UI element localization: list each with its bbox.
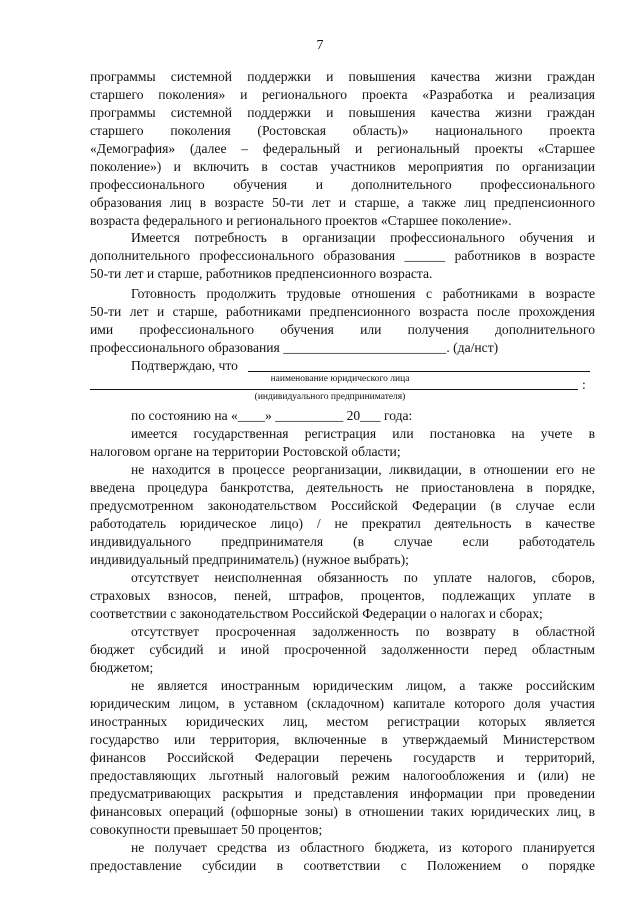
entity-type-line[interactable] xyxy=(90,389,578,390)
text-line: индивидуальный предприниматель) (нужное выбрать); xyxy=(90,552,409,567)
text-line: предоставляющих льготный налоговый режим налогообложения и (или) не xyxy=(90,768,595,783)
text-line: 50-ти лет и старше, работниками предпенсионного возраста после прохождения xyxy=(90,304,595,319)
colon: : xyxy=(582,377,586,392)
text-line: совокупности превышает 50 процентов; xyxy=(90,822,323,837)
text-line: предусмотренном законодательством Российской Федерации (в случае если xyxy=(90,498,595,513)
date-line: по состоянию на «____» __________ 20___ года: xyxy=(131,408,413,423)
text-line: образования лиц в возрасте 50-ти лет и старше, а также лиц предпенсионного xyxy=(90,195,595,210)
text-line: бюджетом; xyxy=(90,660,154,675)
text-line: страховых взносов, пеней, штрафов, процентов, подлежащих уплате в xyxy=(90,588,595,603)
text-line: государство или территория, включенные в утверждаемый Министерством xyxy=(90,732,595,747)
text-line: старшего поколения (Ростовская область)» национального проекта xyxy=(90,123,595,138)
text-line: иностранных юридических лиц, местом регистрации которых является xyxy=(90,714,595,729)
text-line: финансов Российской Федерации перечень государств и территорий, xyxy=(90,750,595,765)
text-line: финансовых операций (офшорные зоны) в отношении таких юридических лиц, в xyxy=(90,804,595,819)
text-line: профессионального образования ________________________. (да/нст) xyxy=(90,340,499,355)
text-line: не получает средства из областного бюджета, из которого планируется xyxy=(131,840,595,855)
text-line: не является иностранным юридическим лицом, а также российским xyxy=(131,678,595,693)
text-line: индивидуального предпринимателя (в случае если работодатель xyxy=(90,534,595,549)
page-number: 7 xyxy=(316,38,324,53)
text-line: ими профессионального обучения или получения дополнительного xyxy=(90,322,595,337)
text-line: программы системной поддержки и повышения качества жизни граждан xyxy=(90,69,595,84)
text-line: работодатель юридическое лицо) / не прекратил деятельность в качестве xyxy=(90,516,595,531)
text-line: введена процедура банкротства, деятельность не приостановлена в порядке, xyxy=(90,480,595,495)
text-line: профессионального обучения и дополнительного профессионального xyxy=(90,177,595,192)
text-line: предусматривающих раскрытия и представления информации при проведении xyxy=(90,786,595,801)
text-line: Имеется потребность в организации профессионального обучения и xyxy=(131,230,595,245)
confirm-label: Подтверждаю, что xyxy=(131,358,238,373)
text-line: программы системной поддержки и повышения качества жизни граждан xyxy=(90,105,595,120)
text-line: имеется государственная регистрация или постановка на учете в xyxy=(131,426,595,441)
text-line: 50-ти лет и старше, работников предпенсионного возраста. xyxy=(90,266,433,281)
entity-type-caption: (индивидуального предпринимателя) xyxy=(254,392,406,402)
text-line: «Демография» (далее – федеральный и региональный проекты «Старшее xyxy=(90,141,595,156)
text-line: бюджет субсидий и иной просроченной задолженности перед областным xyxy=(90,642,595,657)
entity-name-line[interactable] xyxy=(248,371,590,372)
text-line: юридическим лицом, в уставном (складочном) капитале которого доля участия xyxy=(90,696,595,711)
text-line: поколение») и включить в состав участников мероприятия по организации xyxy=(90,159,595,174)
text-line: отсутствует неисполненная обязанность по уплате налогов, сборов, xyxy=(131,570,595,585)
text-line: старшего поколения» и регионального проекта «Разработка и реализация xyxy=(90,87,595,102)
text-line: Готовность продолжить трудовые отношения с работниками в возрасте xyxy=(131,286,595,301)
text-line: дополнительного профессионального образования ______ работников в возрасте xyxy=(90,248,595,263)
text-line: не находится в процессе реорганизации, ликвидации, в отношении его не xyxy=(131,462,595,477)
text-line: предоставление субсидии в соответствии с Положением о порядке xyxy=(90,858,595,873)
text-line: соответствии с законодательством Российской Федерации о налогах и сборах; xyxy=(90,606,543,621)
text-line: отсутствует просроченная задолженность по возврату в областной xyxy=(131,624,595,639)
text-line: налоговом органе на территории Ростовской области; xyxy=(90,444,401,459)
entity-name-caption: наименование юридического лица xyxy=(270,374,410,384)
text-line: возраста федерального и регионального проектов «Старшее поколение». xyxy=(90,213,512,228)
